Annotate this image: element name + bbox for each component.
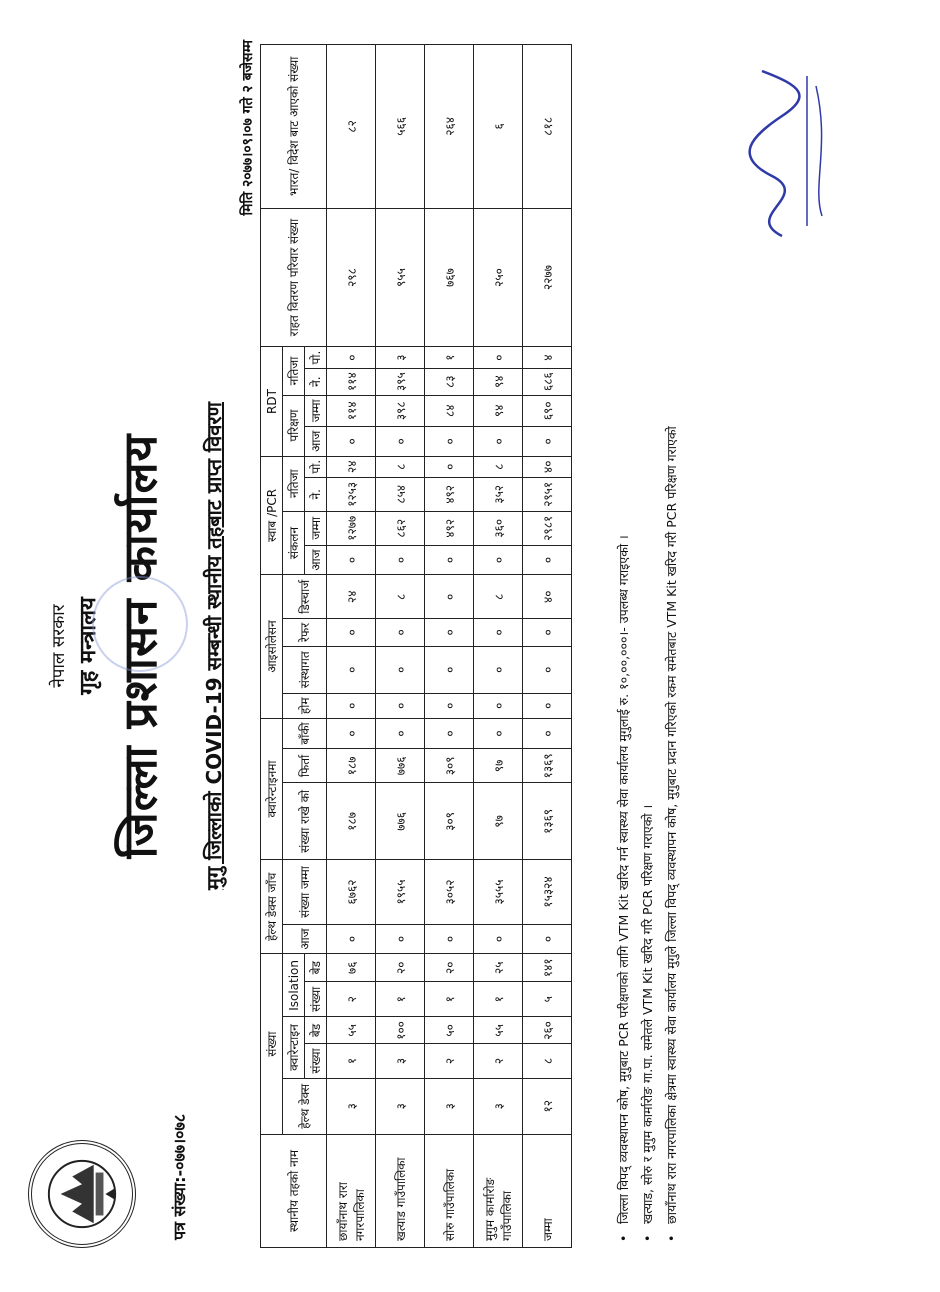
cell-iso-ref: ० (474, 619, 523, 646)
col-group-sw-collection: संकलन (283, 511, 305, 575)
col-q-kept: संख्या राखे को (283, 783, 327, 860)
cell-rdt-total: ६९० (523, 395, 572, 426)
cell-rdt-pos: ० (327, 347, 376, 368)
col-group-isolation-np: आइसोलेसन (261, 575, 283, 718)
cell-rdt-today: ० (327, 427, 376, 457)
cell-sw-neg: ८५४ (376, 477, 425, 511)
note-item: • छायाँनाथ रारा नगरपालिका क्षेत्रमा स्वास्थ्य सेवा कार्यालय मुगुले जिल्ला विपद् व्यवस्थापन कोष, मुगुबाट प्रदान गरिएको रकम समेतबाट VTM Kit खरिद गरी PCR परिक्षण गराएको (660, 44, 684, 1248)
cell-sw-total: ३६० (474, 511, 523, 545)
cell-q-ret: ७७६ (376, 749, 425, 783)
cell-iso-inst: ० (425, 646, 474, 693)
cell-rdt-total: ८४ (425, 395, 474, 426)
cell-q-num: २ (474, 1044, 523, 1078)
cell-q-num: २ (425, 1044, 474, 1078)
col-group-rdt: RDT (261, 347, 283, 456)
cell-i-num: ५ (523, 982, 572, 1017)
cell-q-bed: १०० (376, 1017, 425, 1044)
cell-relief: २९८ (327, 208, 376, 347)
cell-iso-ref: ० (376, 619, 425, 646)
cell-sw-neg: १२५३ (327, 477, 376, 511)
cell-desk: १२ (523, 1078, 572, 1134)
col-group-count: संख्या (261, 954, 283, 1135)
col-iso-home: होम (283, 694, 327, 719)
col-iso-institutional: संस्थागत (283, 646, 327, 693)
col-group-isolation: Isolation (283, 954, 305, 1017)
cell-hd-total: ३५५५ (474, 860, 523, 924)
cell-desk: ३ (327, 1078, 376, 1134)
cell-q-ret: १३६९ (523, 749, 572, 783)
cell-q-rem: ० (425, 718, 474, 749)
cell-sw-today: ० (327, 545, 376, 575)
col-q-bed: बेड (305, 1017, 327, 1044)
col-group-quarantined: क्वारेन्टाइनमा (261, 718, 283, 860)
cell-desk: ३ (376, 1078, 425, 1134)
cell-iso-dis: ४० (523, 575, 572, 619)
cell-iso-dis: २४ (327, 575, 376, 619)
cell-sw-neg: ४९२ (425, 477, 474, 511)
cell-q-kept: ३०९ (425, 783, 474, 860)
table-row (327, 45, 376, 1248)
cell-hd-total: ३०५२ (425, 860, 474, 924)
cell-sw-pos: ८ (474, 456, 523, 477)
col-group-rdt-test: परिक्षण (283, 395, 305, 456)
col-hd-total: संख्या जम्मा (283, 860, 327, 924)
cell-relief: २५० (474, 208, 523, 347)
note-item: • जिल्ला विपद् व्यवस्थापन कोष, मुगुबाट PCR परीक्षणको लागि VTM Kit खरिद गर्न स्वास्थ्य सेवा कार्यालय मुगुलाई रु. १०,००,०००।- उपलब्ध गराइएको । (612, 44, 636, 1248)
total-row (523, 45, 572, 1248)
cell-iso-home: ० (523, 694, 572, 719)
cell-rdt-neg: ८३ (425, 368, 474, 395)
col-returnees: भारत/ विदेश बाट आएको संख्या (261, 45, 327, 209)
cell-rdt-total: ३९८ (376, 395, 425, 426)
cell-sw-total: ४९२ (425, 511, 474, 545)
cell-name: खत्याड गाउँपालिका (376, 1135, 425, 1248)
cell-i-num: १ (474, 982, 523, 1017)
cell-q-ret: ९७ (474, 749, 523, 783)
col-relief: राहत वितरण परिवार संख्या (261, 208, 327, 347)
cell-iso-dis: ८ (376, 575, 425, 619)
cell-hd-today: ० (474, 924, 523, 954)
cell-i-num: १ (425, 982, 474, 1017)
col-local-level: स्थानीय तहको नाम (261, 1135, 327, 1248)
cell-q-kept: ७७६ (376, 783, 425, 860)
col-sw-total: जम्मा (305, 511, 327, 545)
cell-q-ret: ३०९ (425, 749, 474, 783)
notes-list (612, 44, 684, 1248)
cell-iso-inst: ० (376, 646, 425, 693)
cell-hd-today: ० (425, 924, 474, 954)
cell-rdt-pos: १ (425, 347, 474, 368)
cell-q-rem: ० (474, 718, 523, 749)
ministry-name: गृह मन्त्रालय (76, 597, 101, 695)
col-group-swab-pcr: स्वाब /PCR (261, 456, 283, 575)
cell-desk: ३ (474, 1078, 523, 1134)
col-group-rdt-result: नतिजा (283, 347, 305, 395)
col-iso-discharged: डिस्चार्ज (283, 575, 327, 619)
reference-number: पत्र संख्या:-०७७।०७८ (170, 1113, 189, 1240)
cell-iso-inst: ० (474, 646, 523, 693)
cell-i-bed: २० (376, 954, 425, 982)
document-title: मुगु जिल्लाको COVID-19 सम्बन्धी स्थानीय तहबाट प्राप्त विवरण (202, 402, 226, 891)
cell-i-bed: १४१ (523, 954, 572, 982)
cell-iso-home: ० (376, 694, 425, 719)
col-group-health-desk: हेल्थ डेक्स जाँच (261, 860, 283, 954)
cell-rdt-pos: ४ (523, 347, 572, 368)
col-rdt-neg: ने. (305, 368, 327, 395)
cell-returnees: ८१८ (523, 45, 572, 209)
official-signature (712, 56, 842, 256)
cell-rdt-neg: ९४ (474, 368, 523, 395)
table-body (327, 45, 572, 1248)
covid-summary-table (260, 44, 572, 1248)
office-seal-stamp (92, 576, 188, 672)
col-health-desk: हेल्थ डेक्स (283, 1078, 327, 1134)
col-q-remaining: बाँकी (283, 718, 327, 749)
cell-q-kept: ९७ (474, 783, 523, 860)
cell-iso-inst: ० (327, 646, 376, 693)
col-sw-today: आज (305, 545, 327, 575)
cell-sw-pos: ८ (376, 456, 425, 477)
cell-iso-home: ० (425, 694, 474, 719)
cell-q-rem: ० (523, 718, 572, 749)
cell-relief: २२७७ (523, 208, 572, 347)
office-name: जिल्ला प्रशासन कार्यालय (113, 433, 167, 859)
col-i-number: संख्या (305, 982, 327, 1017)
cell-sw-neg: ३५२ (474, 477, 523, 511)
cell-sw-total: २९८१ (523, 511, 572, 545)
cell-relief: ७६७ (425, 208, 474, 347)
cell-q-num: १ (327, 1044, 376, 1078)
cell-hd-total: ६७६२ (327, 860, 376, 924)
cell-q-num: ८ (523, 1044, 572, 1078)
cell-returnees: ६ (474, 45, 523, 209)
table-row (376, 45, 425, 1248)
cell-rdt-total: ९४ (474, 395, 523, 426)
cell-name: मुगुम कार्मारोङ गाउँपालिका (474, 1135, 523, 1248)
table-row (425, 45, 474, 1248)
cell-i-bed: ७६ (327, 954, 376, 982)
cell-rdt-today: ० (425, 427, 474, 457)
cell-iso-inst: ० (523, 646, 572, 693)
cell-name: जम्मा (523, 1135, 572, 1248)
cell-iso-ref: ० (425, 619, 474, 646)
cell-rdt-today: ० (376, 427, 425, 457)
cell-sw-today: ० (425, 545, 474, 575)
col-i-bed: बेड (305, 954, 327, 982)
cell-q-ret: १८७ (327, 749, 376, 783)
cell-hd-total: १९५५ (376, 860, 425, 924)
government-name: नेपाल सरकार (49, 604, 69, 688)
cell-sw-pos: २४ (327, 456, 376, 477)
cell-q-bed: ५५ (474, 1017, 523, 1044)
cell-hd-today: ० (376, 924, 425, 954)
note-item: • खत्याड, सोरु र मुगुम कार्मारोङ गा.पा. समेतले VTM Kit खरिद गरि PCR परिक्षण गराएको । (636, 44, 660, 1248)
col-group-sw-result: नतिजा (283, 456, 305, 511)
cell-iso-ref: ० (327, 619, 376, 646)
cell-sw-today: ० (474, 545, 523, 575)
cell-q-kept: १३६९ (523, 783, 572, 860)
cell-rdt-neg: ३९५ (376, 368, 425, 395)
cell-sw-today: ० (376, 545, 425, 575)
cell-hd-today: ० (523, 924, 572, 954)
cell-q-rem: ० (327, 718, 376, 749)
cell-q-bed: ५० (425, 1017, 474, 1044)
col-iso-referred: रेफर (283, 619, 327, 646)
cell-hd-total: १५३२४ (523, 860, 572, 924)
col-q-number: संख्या (305, 1044, 327, 1078)
col-group-quarantine: क्वारेन्टाइन (283, 1017, 305, 1078)
cell-sw-today: ० (523, 545, 572, 575)
cell-iso-home: ० (327, 694, 376, 719)
col-rdt-total: जम्मा (305, 395, 327, 426)
cell-sw-pos: ० (425, 456, 474, 477)
cell-rdt-neg: ११४ (327, 368, 376, 395)
cell-name: सोरु गाउँपालिका (425, 1135, 474, 1248)
cell-q-num: ३ (376, 1044, 425, 1078)
cell-returnees: २६४ (425, 45, 474, 209)
cell-iso-dis: ८ (474, 575, 523, 619)
cell-q-kept: १८७ (327, 783, 376, 860)
cell-i-bed: २५ (474, 954, 523, 982)
cell-returnees: ५६६ (376, 45, 425, 209)
col-sw-neg: ने. (305, 477, 327, 511)
cell-i-bed: २० (425, 954, 474, 982)
col-rdt-today: आज (305, 427, 327, 457)
cell-iso-home: ० (474, 694, 523, 719)
col-sw-pos: पो. (305, 456, 327, 477)
cell-relief: ९५५ (376, 208, 425, 347)
cell-rdt-today: ० (523, 427, 572, 457)
cell-q-bed: २६० (523, 1017, 572, 1044)
cell-i-num: २ (327, 982, 376, 1017)
cell-desk: ३ (425, 1078, 474, 1134)
col-q-returned: फिर्ता (283, 749, 327, 783)
cell-q-bed: ५५ (327, 1017, 376, 1044)
cell-rdt-today: ० (474, 427, 523, 457)
col-hd-today: आज (283, 924, 327, 954)
cell-q-rem: ० (376, 718, 425, 749)
cell-rdt-total: ११४ (327, 395, 376, 426)
cell-name: छायाँनाथ रारा नगरपालिका (327, 1135, 376, 1248)
cell-rdt-neg: ६८६ (523, 368, 572, 395)
cell-i-num: १ (376, 982, 425, 1017)
cell-sw-total: ८६२ (376, 511, 425, 545)
cell-sw-total: १२७७ (327, 511, 376, 545)
cell-iso-ref: ० (523, 619, 572, 646)
cell-sw-neg: २९५१ (523, 477, 572, 511)
cell-rdt-pos: ० (474, 347, 523, 368)
cell-hd-today: ० (327, 924, 376, 954)
cell-rdt-pos: ३ (376, 347, 425, 368)
report-date: मिति २०७७।०९।०७ गते २ बजेसम्म (240, 40, 256, 216)
table-row (474, 45, 523, 1248)
cell-returnees: ८२ (327, 45, 376, 209)
col-rdt-pos: पो. (305, 347, 327, 368)
cell-iso-dis: ० (425, 575, 474, 619)
cell-sw-pos: ४० (523, 456, 572, 477)
